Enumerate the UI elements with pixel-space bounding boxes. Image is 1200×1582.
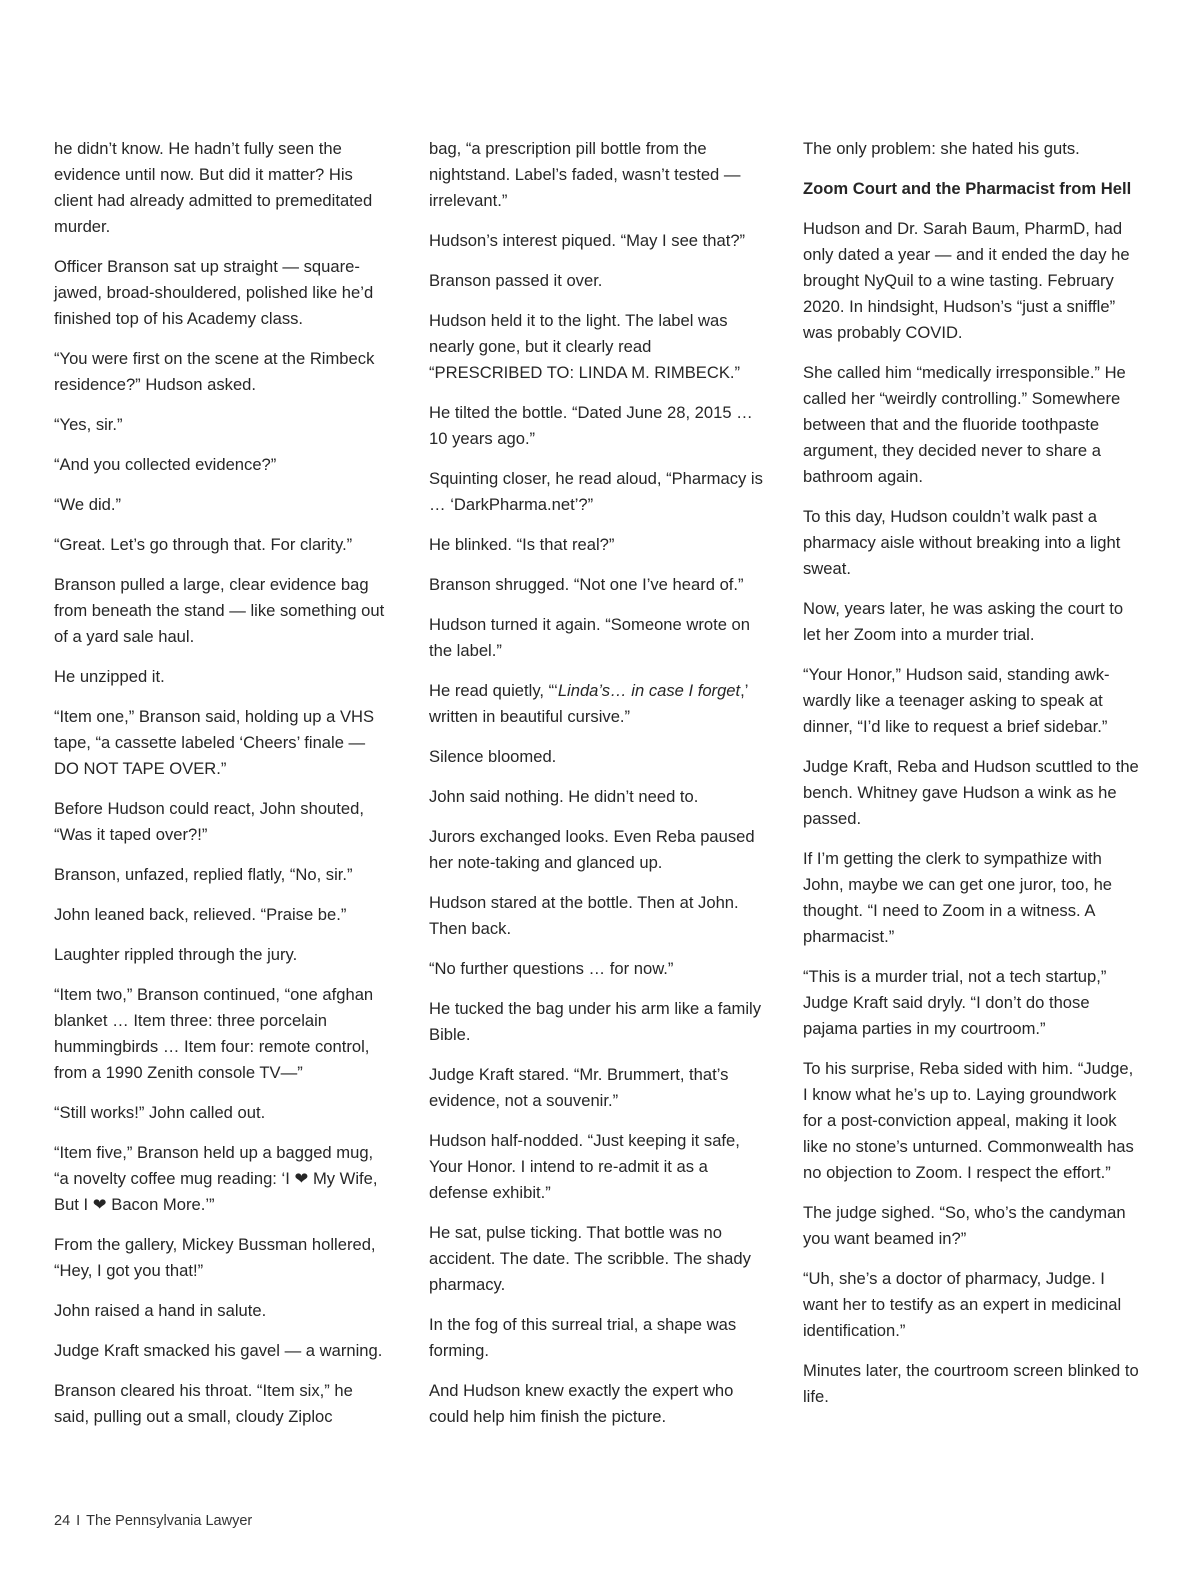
article-column-1 [54,136,390,1444]
article-paragraph: Hudson stared at the bottle. Then at John. Then back. [429,893,739,938]
article-paragraph: To his surprise, Reba sided with him. “Judge, I know what he’s up to. Laying groundwork for a post-conviction appeal, making it look like no stone’s unturned. Commonwealth has no objection to Zoom. I respect the effort.” [803,1059,1134,1182]
article-paragraph: He blinked. “Is that real?” [429,535,615,554]
article-paragraph: he didn’t know. He hadn’t fully seen the evidence until now. But did it matter? His client had already admitted to premeditated murder. [54,139,373,236]
article-paragraph: Branson pulled a large, clear evidence bag from beneath the stand — like something out of a yard sale haul. [54,575,385,646]
article-paragraph: “And you collected evidence?” [54,455,277,474]
article-paragraph: From the gallery, Mickey Bussman hollered, “Hey, I got you that!” [54,1235,376,1280]
article-paragraph: Judge Kraft stared. “Mr. Brummert, that’s evidence, not a souvenir.” [429,1065,729,1110]
article-paragraph: John said nothing. He didn’t need to. [429,787,699,806]
article-paragraph: John leaned back, relieved. “Praise be.” [54,905,347,924]
article-paragraph: “Yes, sir.” [54,415,123,434]
cursive-quote-before: He read quietly, “‘ [429,681,558,700]
page-number: 24 [54,1513,71,1529]
article-paragraph: “We did.” [54,495,122,514]
article-paragraph: Now, years later, he was asking the court to let her Zoom into a murder trial. [803,599,1124,644]
article-paragraph: The judge sighed. “So, who’s the candyman you want beamed in?” [803,1203,1126,1248]
article-column-2 [429,136,765,1444]
article-paragraph: “Uh, she’s a doctor of pharmacy, Judge. I want her to testify as an expert in medicinal identification.” [803,1269,1122,1340]
article-paragraph: If I’m getting the clerk to sympathize with John, maybe we can get one juror, too, he thought. “I need to Zoom in a witness. A pharmacist.” [803,849,1113,946]
article-paragraph: Judge Kraft smacked his gavel — a warning. [54,1341,383,1360]
article-paragraph: Hudson held it to the light. The label was nearly gone, but it clearly read “PRESCRIBED TO: LINDA M. RIMBECK.” [429,311,741,382]
column-3-body [803,216,1139,1410]
article-paragraph: “Item five,” Branson held up a bagged mug, “a novelty coffee mug reading: ‘I ❤ My Wife, But I ❤ Bacon More.’” [54,1143,378,1214]
article-paragraph: Hudson half-nodded. “Just keeping it safe, Your Honor. I intend to re-admit it as a defense exhibit.” [429,1131,740,1202]
article-paragraph: To this day, Hudson couldn’t walk past a pharmacy aisle without breaking into a light sweat. [803,507,1121,578]
article-paragraph: Minutes later, the courtroom screen blinked to life. [803,1361,1139,1406]
article-paragraph: Squinting closer, he read aloud, “Pharmacy is … ‘DarkPharma.net’?” [429,469,763,514]
footer-separator: I [76,1513,81,1529]
article-paragraph: He unzipped it. [54,667,165,686]
column-2-block-b [429,744,765,1430]
article-paragraph: “You were first on the scene at the Rimbeck residence?” Hudson asked. [54,349,375,394]
cursive-quote-italic: Linda’s… in case I forget [557,681,741,700]
article-paragraph: John raised a hand in salute. [54,1301,267,1320]
article-paragraph: Hudson turned it again. “Someone wrote on the label.” [429,615,751,660]
article-paragraph: Officer Branson sat up straight — squarejawed, broad-shouldered, polished like he’d finished top of his Academy class. [54,257,374,328]
page-footer [54,1511,252,1531]
article-paragraph: “No further questions … for now.” [429,959,674,978]
article-paragraph-intro: The only problem: she hated his guts. [803,139,1080,158]
article-paragraph: Before Hudson could react, John shouted, “Was it taped over?!” [54,799,364,844]
article-paragraph: Branson cleared his throat. “Item six,” he said, pulling out a small, cloudy Ziploc [54,1381,353,1426]
article-paragraph: He tucked the bag under his arm like a family Bible. [429,999,762,1044]
article-paragraph: In the fog of this surreal trial, a shape was forming. [429,1315,737,1360]
article-paragraph: Silence bloomed. [429,747,557,766]
article-paragraph: “This is a murder trial, not a tech startup,” Judge Kraft said dryly. “I don’t do those pajama parties in my courtroom.” [803,967,1107,1038]
article-paragraph: “Item two,” Branson continued, “one afghan blanket … Item three: three porcelain hummingbirds … Item four: remote control, from a 1990 Zenith console TV—” [54,985,374,1082]
article-paragraph: He tilted the bottle. “Dated June 28, 2015 … 10 years ago.” [429,403,753,448]
article-paragraph: Branson shrugged. “Not one I’ve heard of.” [429,575,744,594]
article-paragraph: She called him “medically irresponsible.” He called her “weirdly controlling.” Somewhere between that and the fluoride toothpaste argument, they decided never to share a bathroom again. [803,363,1126,486]
article-paragraph: He sat, pulse ticking. That bottle was no accident. The date. The scribble. The shady pharmacy. [429,1223,751,1294]
column-2-block-a [429,136,765,664]
article-paragraph-cursive-note [429,678,765,730]
article-paragraph: “Your Honor,” Hudson said, standing awkwardly like a teenager asking to speak at dinner, “I’d like to request a brief sidebar.” [803,665,1110,736]
section-subheading: Zoom Court and the Pharmacist from Hell [803,179,1132,198]
article-paragraph: “Still works!” John called out. [54,1103,266,1122]
article-paragraph: Hudson’s interest piqued. “May I see that?” [429,231,746,250]
article-paragraph: bag, “a prescription pill bottle from the nightstand. Label’s faded, wasn’t tested — irrelevant.” [429,139,741,210]
article-paragraph: “Item one,” Branson said, holding up a VHS tape, “a cassette labeled ‘Cheers’ finale — DO NOT TAPE OVER.” [54,707,375,778]
article-paragraph: Jurors exchanged looks. Even Reba paused her note-taking and glanced up. [429,827,755,872]
article-paragraph: Laughter rippled through the jury. [54,945,298,964]
article-paragraph: Branson, unfazed, replied flatly, “No, sir.” [54,865,353,884]
article-paragraph: Judge Kraft, Reba and Hudson scuttled to the bench. Whitney gave Hudson a wink as he passed. [803,757,1139,828]
article-paragraph: Hudson and Dr. Sarah Baum, PharmD, had only dated a year — and it ended the day he brought NyQuil to a wine tasting. February 2020. In hindsight, Hudson’s “just a sniffle” was probably COVID. [803,219,1130,342]
article-column-3 [803,136,1139,1424]
article-paragraph: And Hudson knew exactly the expert who could help him finish the picture. [429,1381,734,1426]
article-paragraph: “Great. Let’s go through that. For clarity.” [54,535,353,554]
publication-name: The Pennsylvania Lawyer [86,1513,253,1529]
cursive-quote-after: ,’ written in beautiful cursive.” [429,681,748,726]
article-paragraph: Branson passed it over. [429,271,603,290]
